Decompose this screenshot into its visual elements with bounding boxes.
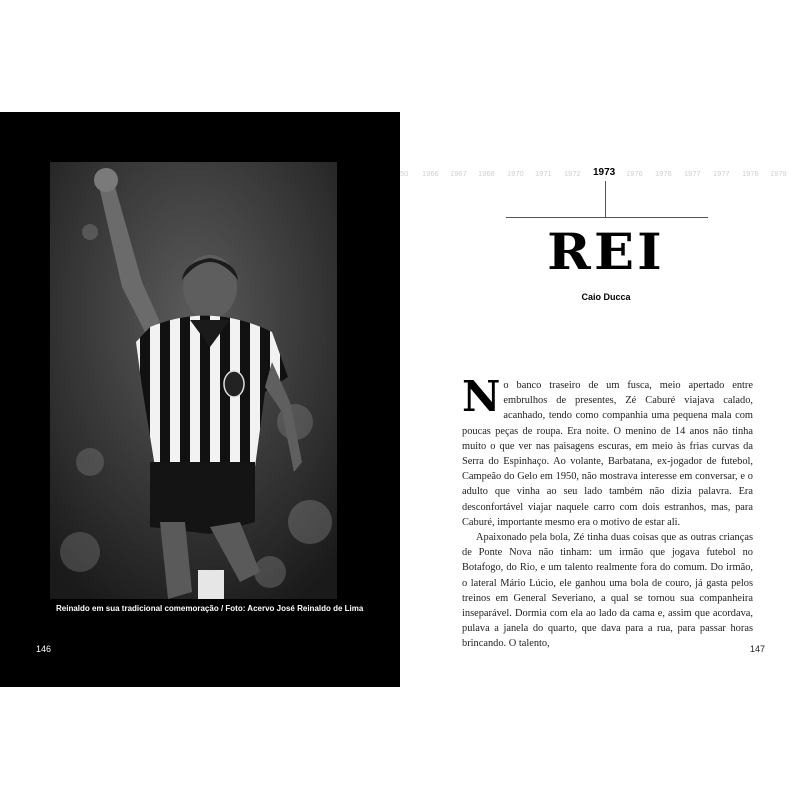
page-number-left: 146: [36, 644, 52, 654]
drop-cap: N: [462, 372, 501, 421]
timeline-year: 1972: [564, 169, 581, 178]
title-rule: [506, 217, 708, 218]
timeline-tick: [605, 181, 606, 217]
left-page: [0, 112, 400, 687]
timeline-year: 1978: [742, 169, 759, 178]
paragraph-2: Apaixonado pela bola, Zé tinha duas coisas que as outras crianças de Ponte Nova não tinham: um irmão que jogava futebol no Botafogo, do Rio, e um talento realmente fora do comum. Do irmão, o lateral Mário Lúcio, ele ganhou uma bola de couro, já gasta pelos treinos em General Severiano, a qual se tornou sua companheira inseparável. Dormia com ela ao lado da cama e, assim que acordava, pulava a janela do quarto, que dava para a rua, para passar horas brincando. O talento,: [462, 532, 753, 650]
right-page: [400, 112, 800, 687]
chapter-title: REI: [547, 222, 665, 281]
chapter-body: [462, 372, 753, 652]
timeline-year: 1971: [535, 169, 552, 178]
paragraph-1: [462, 372, 753, 530]
photo-caption: Reinaldo em sua tradicional comemoração / Foto: Acervo José Reinaldo de Lima: [56, 604, 364, 613]
timeline-year: 1966: [422, 169, 439, 178]
chapter-author: Caio Ducca: [581, 292, 631, 302]
timeline-year: 1977: [713, 169, 730, 178]
timeline-year: 1970: [507, 169, 524, 178]
timeline-year: 50: [400, 169, 409, 178]
page-number-right: 147: [750, 644, 766, 654]
timeline-year: 1973: [593, 168, 616, 178]
paragraph-1-text: o banco traseiro de um fusca, meio apertado entre embrulhos de presentes, Zé Caburé viajava calado, acanhado, tendo como companhia uma pequena mala com poucas peças de roupa. Era noite. O menino de 14 anos não tinha muito o que ver nas paisagens escuras, em meio às frias curvas da Serra do Espinhaço. Ao volante, Barbatana, ex-jogador de futebol, Campeão do Gelo em 1950, não mostrava interesse em conversar, e o adulto que vinha ao seu lado também não dizia palavra. Era desconfortável viajar naquele carro com dois estranhos, mas, para Caburé, importante mesmo era o motivo de estar ali.: [462, 380, 753, 528]
player-photo-image: [50, 162, 337, 599]
year-timeline: [400, 168, 800, 182]
timeline-year: 1976: [626, 169, 643, 178]
timeline-year: 1977: [684, 169, 701, 178]
player-photo: [50, 162, 337, 599]
timeline-year: 1976: [655, 169, 672, 178]
timeline-year: 1967: [450, 169, 467, 178]
timeline-year: 1979: [770, 169, 787, 178]
timeline-year: 1968: [478, 169, 495, 178]
